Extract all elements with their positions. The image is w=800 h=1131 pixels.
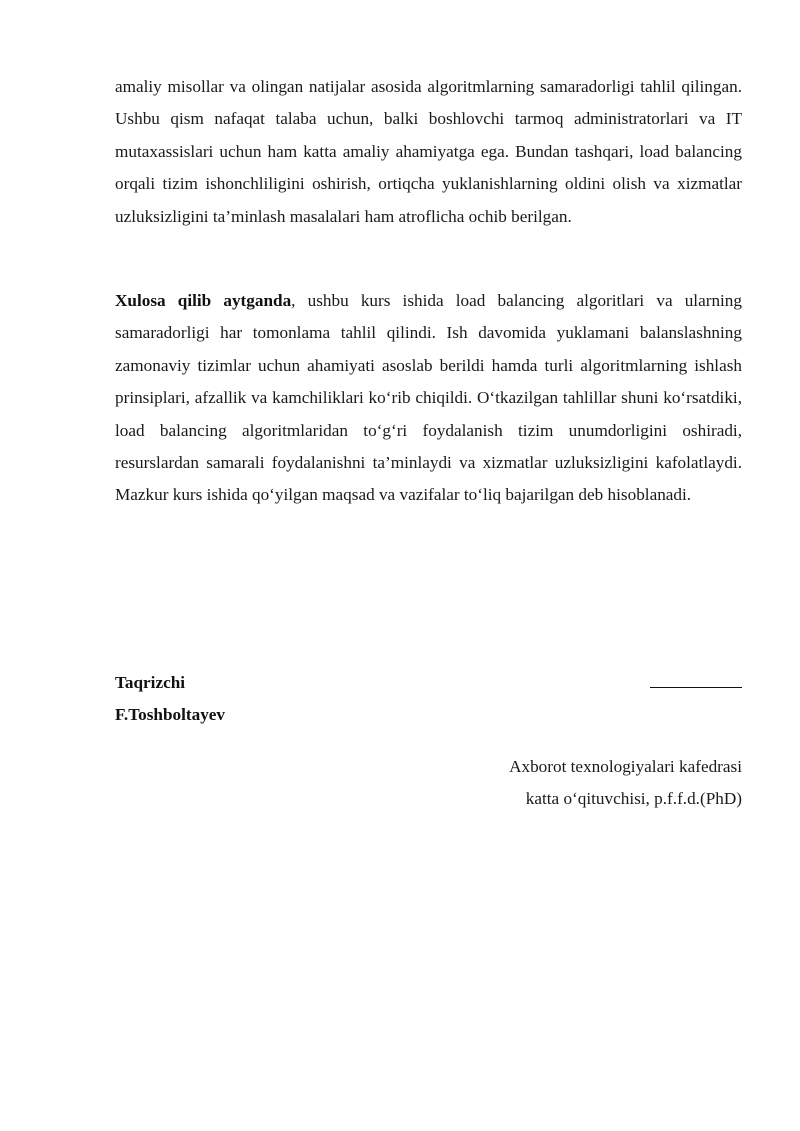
- conclusion-body: , ushbu kurs ishida load balancing algoritlari va ularning samaradorligi har tomonlama tahlil qilindi. Ish davomida yuklamani balanslashning zamonaviy tizimlar uchun ahamiyati asoslab berildi hamda turli algoritmlarning ishlash prinsiplari, afzallik va kamchiliklari ko‘rib chiqildi. O‘tkazilgan tahlillar shuni ko‘rsatdiki, load balancing algoritmlaridan to‘g‘ri foydalanish tizim unumdorligini oshiradi, resurslardan samarali foydalanishni ta’minlaydi va xizmatlar uzluksizligini kafolatlaydi. Mazkur kurs ishida qo‘yilgan maqsad va vazifalar to‘liq bajarilgan deb hisoblanadi.: [115, 291, 742, 505]
- conclusion-lead: Xulosa qilib aytganda: [115, 291, 292, 310]
- reviewer-name: F.Toshboltayev: [115, 705, 226, 724]
- paragraph-2: [115, 285, 742, 512]
- signature-line: [650, 687, 742, 688]
- reviewer-department: Axborot texnologiyalari kafedrasi: [509, 757, 742, 776]
- reviewer-label: Taqrizchi: [115, 673, 186, 692]
- reviewer-position: katta o‘qituvchisi, p.f.f.d.(PhD): [525, 789, 742, 808]
- paragraph-1: amaliy misollar va olingan natijalar asosida algoritmlarning samaradorligi tahlil qilingan. Ushbu qism nafaqat talaba uchun, balki boshlovchi tarmoq administratorlari va IT mutaxassislari uchun ham katta amaliy ahamiyatga ega. Bundan tashqari, load balancing orqali tizim ishonchliligini oshirish, ortiqcha yuklanishlarning oldini olish va xizmatlar uzluksizligini ta’minlash masalalari ham atroflicha ochib berilgan.: [115, 77, 742, 226]
